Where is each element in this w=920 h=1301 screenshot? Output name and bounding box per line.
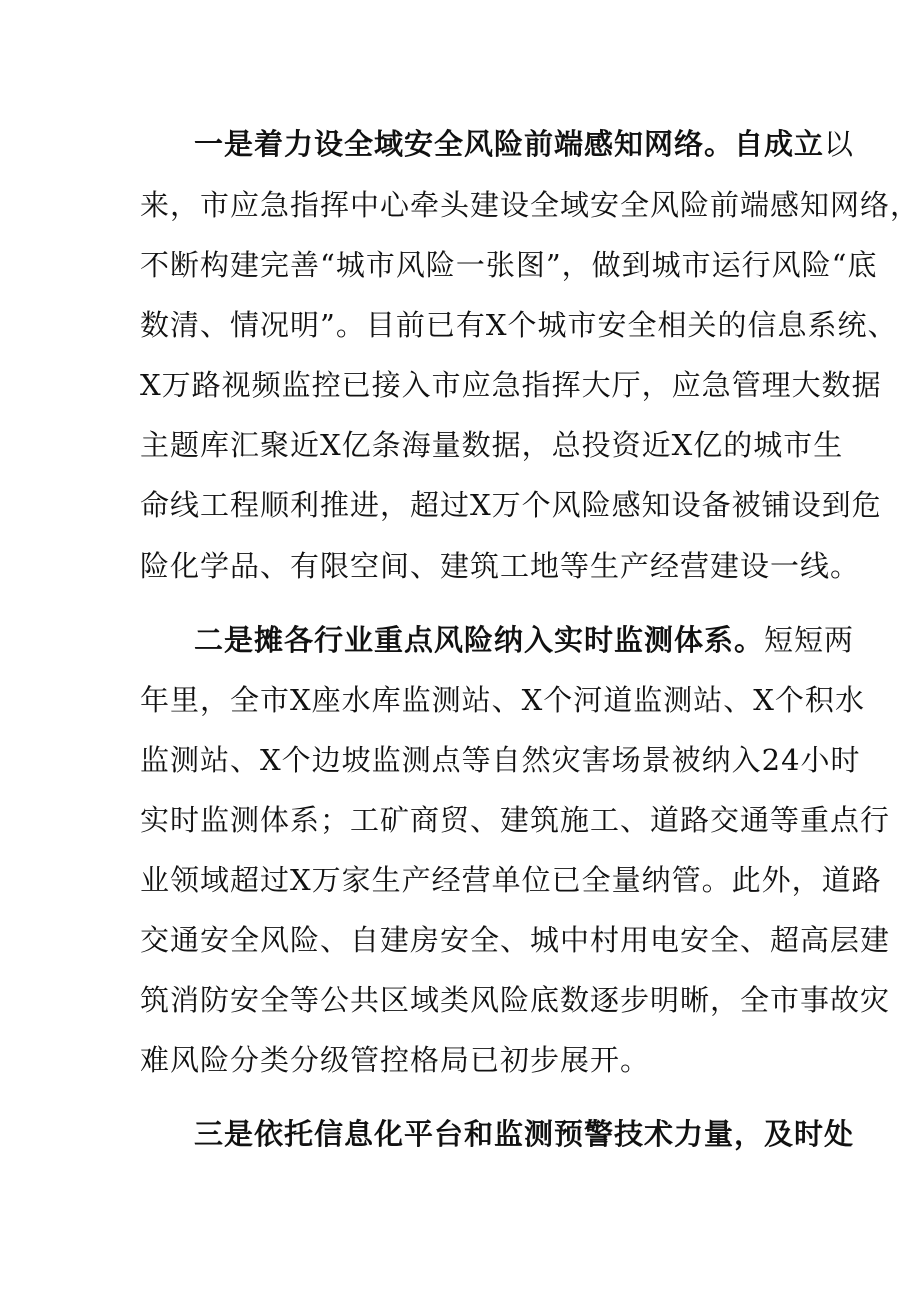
paragraph-1-heading: 一是着力设全域安全风险前端感知网络。自成立 [194,127,825,161]
paragraph-2-line-3: 监测站、X个边坡监测点等自然灾害场景被纳入24小时 [140,743,861,777]
paragraph-1-text: 以 [824,127,855,161]
paragraph-1-line-8: 险化学品、有限空间、建筑工地等生产经营建设一线。 [140,549,861,583]
paragraph-2-line-8: 难风险分类分级管控格局已初步展开。 [140,1043,651,1077]
paragraph-1-line-6: 主题库汇聚近X亿条海量数据，总投资近X亿的城市生 [140,428,844,462]
paragraph-1-line-2: 来，市应急指挥中心牵头建设全域安全风险前端感知网络， [140,188,920,222]
paragraph-1-line-3: 不断构建完善“城市风险一张图”，做到城市运行风险“底 [140,248,878,282]
paragraph-2-line-4: 实时监测体系；工矿商贸、建筑施工、道路交通等重点行 [140,803,891,837]
paragraph-1-line-7: 命线工程顺利推进，超过X万个风险感知设备被铺设到危 [140,488,882,522]
paragraph-1-line-4: 数清、情况明”。目前已有X个城市安全相关的信息系统、 [140,308,898,342]
paragraph-2-line-2: 年里，全市X座水库监测站、X个河道监测站、X个积水 [140,683,865,717]
paragraph-3-line-1 [194,1106,855,1162]
paragraph-2-line-5: 业领域超过X万家生产经营单位已全量纳管。此外，道路 [140,863,882,897]
paragraph-3-heading: 三是依托信息化平台和监测预警技术力量，及时处 [194,1117,855,1151]
paragraph-1-line-1 [194,116,855,172]
paragraph-2-heading: 二是摊各行业重点风险纳入实时监测体系。 [194,623,765,657]
paragraph-2-line-6: 交通安全风险、自建房安全、城中村用电安全、超高层建 [140,923,891,957]
paragraph-2-text: 短短两 [764,623,855,657]
paragraph-2-line-7: 筑消防安全等公共区域类风险底数逐步明晰，全市事故灾 [140,983,891,1017]
paragraph-1-line-5: X万路视频监控已接入市应急指挥大厅，应急管理大数据 [140,368,882,402]
paragraph-2-line-1 [194,612,855,668]
